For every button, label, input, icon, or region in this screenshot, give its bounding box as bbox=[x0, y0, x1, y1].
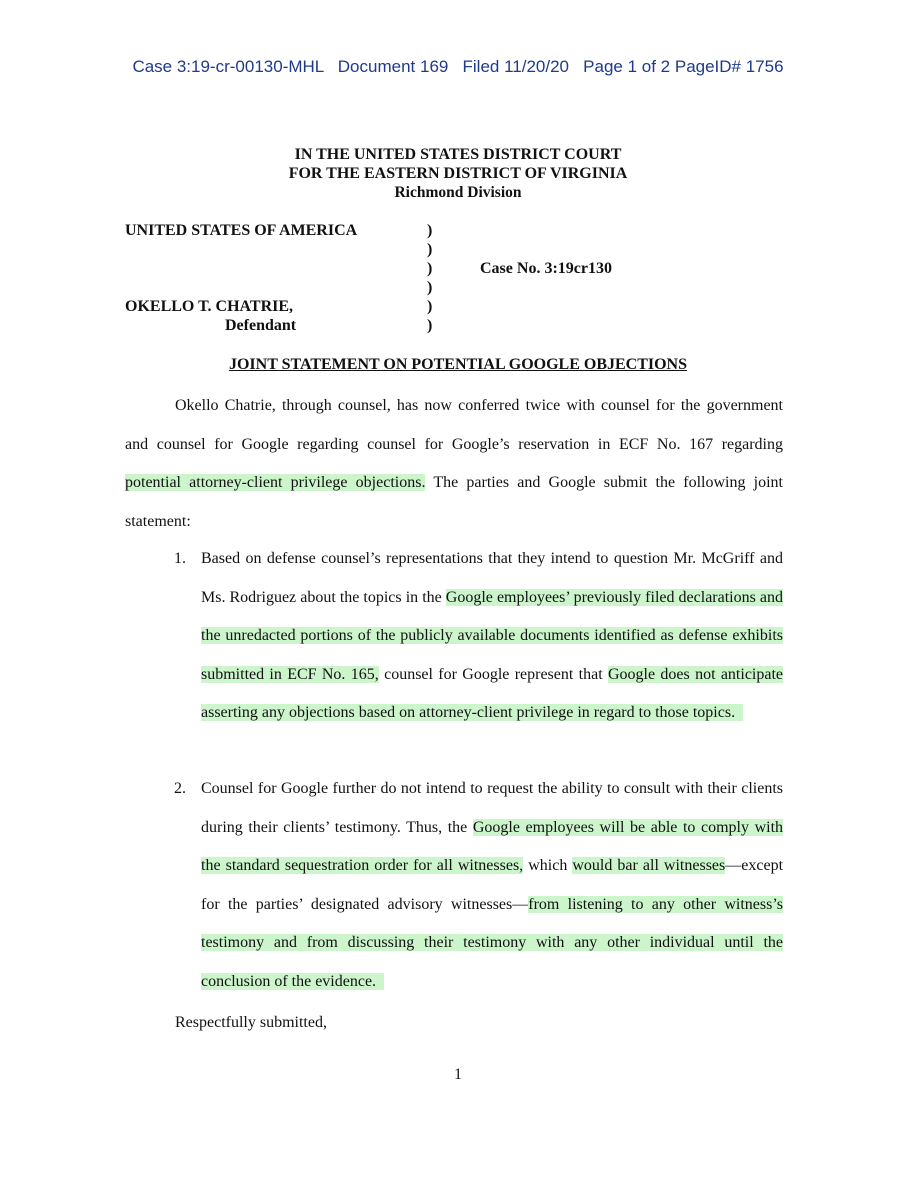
case-caption bbox=[125, 221, 825, 335]
defendant-name: OKELLO T. CHATRIE, bbox=[125, 298, 294, 315]
caption-paren: ) bbox=[427, 317, 433, 334]
caption-row bbox=[125, 240, 825, 259]
item2-highlight-3: from listening to any other witness’s testimony and from discussing their testimony with any other individual until the conclusion of the evidence. bbox=[201, 895, 783, 990]
intro-paragraph bbox=[125, 387, 783, 541]
caption-row bbox=[125, 316, 825, 335]
document-title: JOINT STATEMENT ON POTENTIAL GOOGLE OBJECTIONS bbox=[228, 356, 688, 373]
plaintiff-name: UNITED STATES OF AMERICA bbox=[125, 222, 358, 239]
list-item-number: 1. bbox=[174, 550, 186, 567]
list-item-text bbox=[201, 540, 783, 733]
item1-text-1: Based on defense counsel’s representations that they intend to question Mr. McGriff and Ms. Rodriguez about the topics in the bbox=[201, 550, 783, 606]
court-line-2: FOR THE EASTERN DISTRICT OF VIRGINIA bbox=[288, 165, 628, 182]
item1-highlight-1: Google employees’ previously filed declarations and the unredacted portions of the publicly available documents identified as defense exhibits submitted in ECF No. 165, bbox=[201, 588, 783, 683]
caption-row bbox=[125, 259, 825, 278]
list-item bbox=[174, 540, 783, 733]
caption-paren: ) bbox=[427, 298, 433, 315]
intro-text-1: Okello Chatrie, through counsel, has now conferred twice with counsel for the government and counsel for Google regarding counsel for Google’s reservation in ECF No. 167 regarding bbox=[125, 397, 783, 453]
item2-highlight-1: Google employees will be able to comply with the standard sequestration order for all witnesses, bbox=[201, 818, 784, 874]
caption-paren: ) bbox=[427, 222, 433, 239]
page-number: 1 bbox=[454, 1066, 462, 1083]
court-division: Richmond Division bbox=[394, 184, 522, 201]
defendant-role: Defendant bbox=[225, 317, 297, 334]
caption-paren: ) bbox=[427, 241, 433, 258]
intro-text-2: The parties and Google submit the following joint statement: bbox=[125, 474, 783, 530]
list-item-text bbox=[201, 770, 783, 1001]
list-item bbox=[174, 770, 783, 1001]
item2-text-2: which bbox=[523, 857, 573, 874]
court-line-1: IN THE UNITED STATES DISTRICT COURT bbox=[294, 146, 622, 163]
list-item-number: 2. bbox=[174, 780, 186, 797]
item1-highlight-2: Google does not anticipate asserting any objections based on attorney-client privilege in regard to those topics. bbox=[201, 665, 784, 721]
item2-text-1: Counsel for Google further do not intend to request the ability to consult with their clients during their clients’ testimony. Thus, the bbox=[201, 780, 783, 836]
item2-highlight-2: would bar all witnesses bbox=[572, 857, 726, 874]
case-number: Case No. 3:19cr130 bbox=[480, 260, 612, 277]
caption-row bbox=[125, 278, 825, 297]
caption-row bbox=[125, 297, 825, 316]
closing-line: Respectfully submitted, bbox=[175, 1014, 327, 1031]
item2-text-3: —except for the parties’ designated advisory witnesses— bbox=[201, 857, 784, 913]
caption-row bbox=[125, 221, 825, 240]
court-heading bbox=[0, 145, 916, 202]
item1-text-2: counsel for Google represent that bbox=[378, 665, 608, 683]
filing-stamp: Case 3:19-cr-00130-MHL Document 169 Filed 11/20/20 Page 1 of 2 PageID# 1756 bbox=[132, 57, 784, 76]
intro-highlight: potential attorney-client privilege objections. bbox=[125, 474, 426, 491]
caption-paren: ) bbox=[427, 260, 433, 277]
caption-paren: ) bbox=[427, 279, 433, 296]
